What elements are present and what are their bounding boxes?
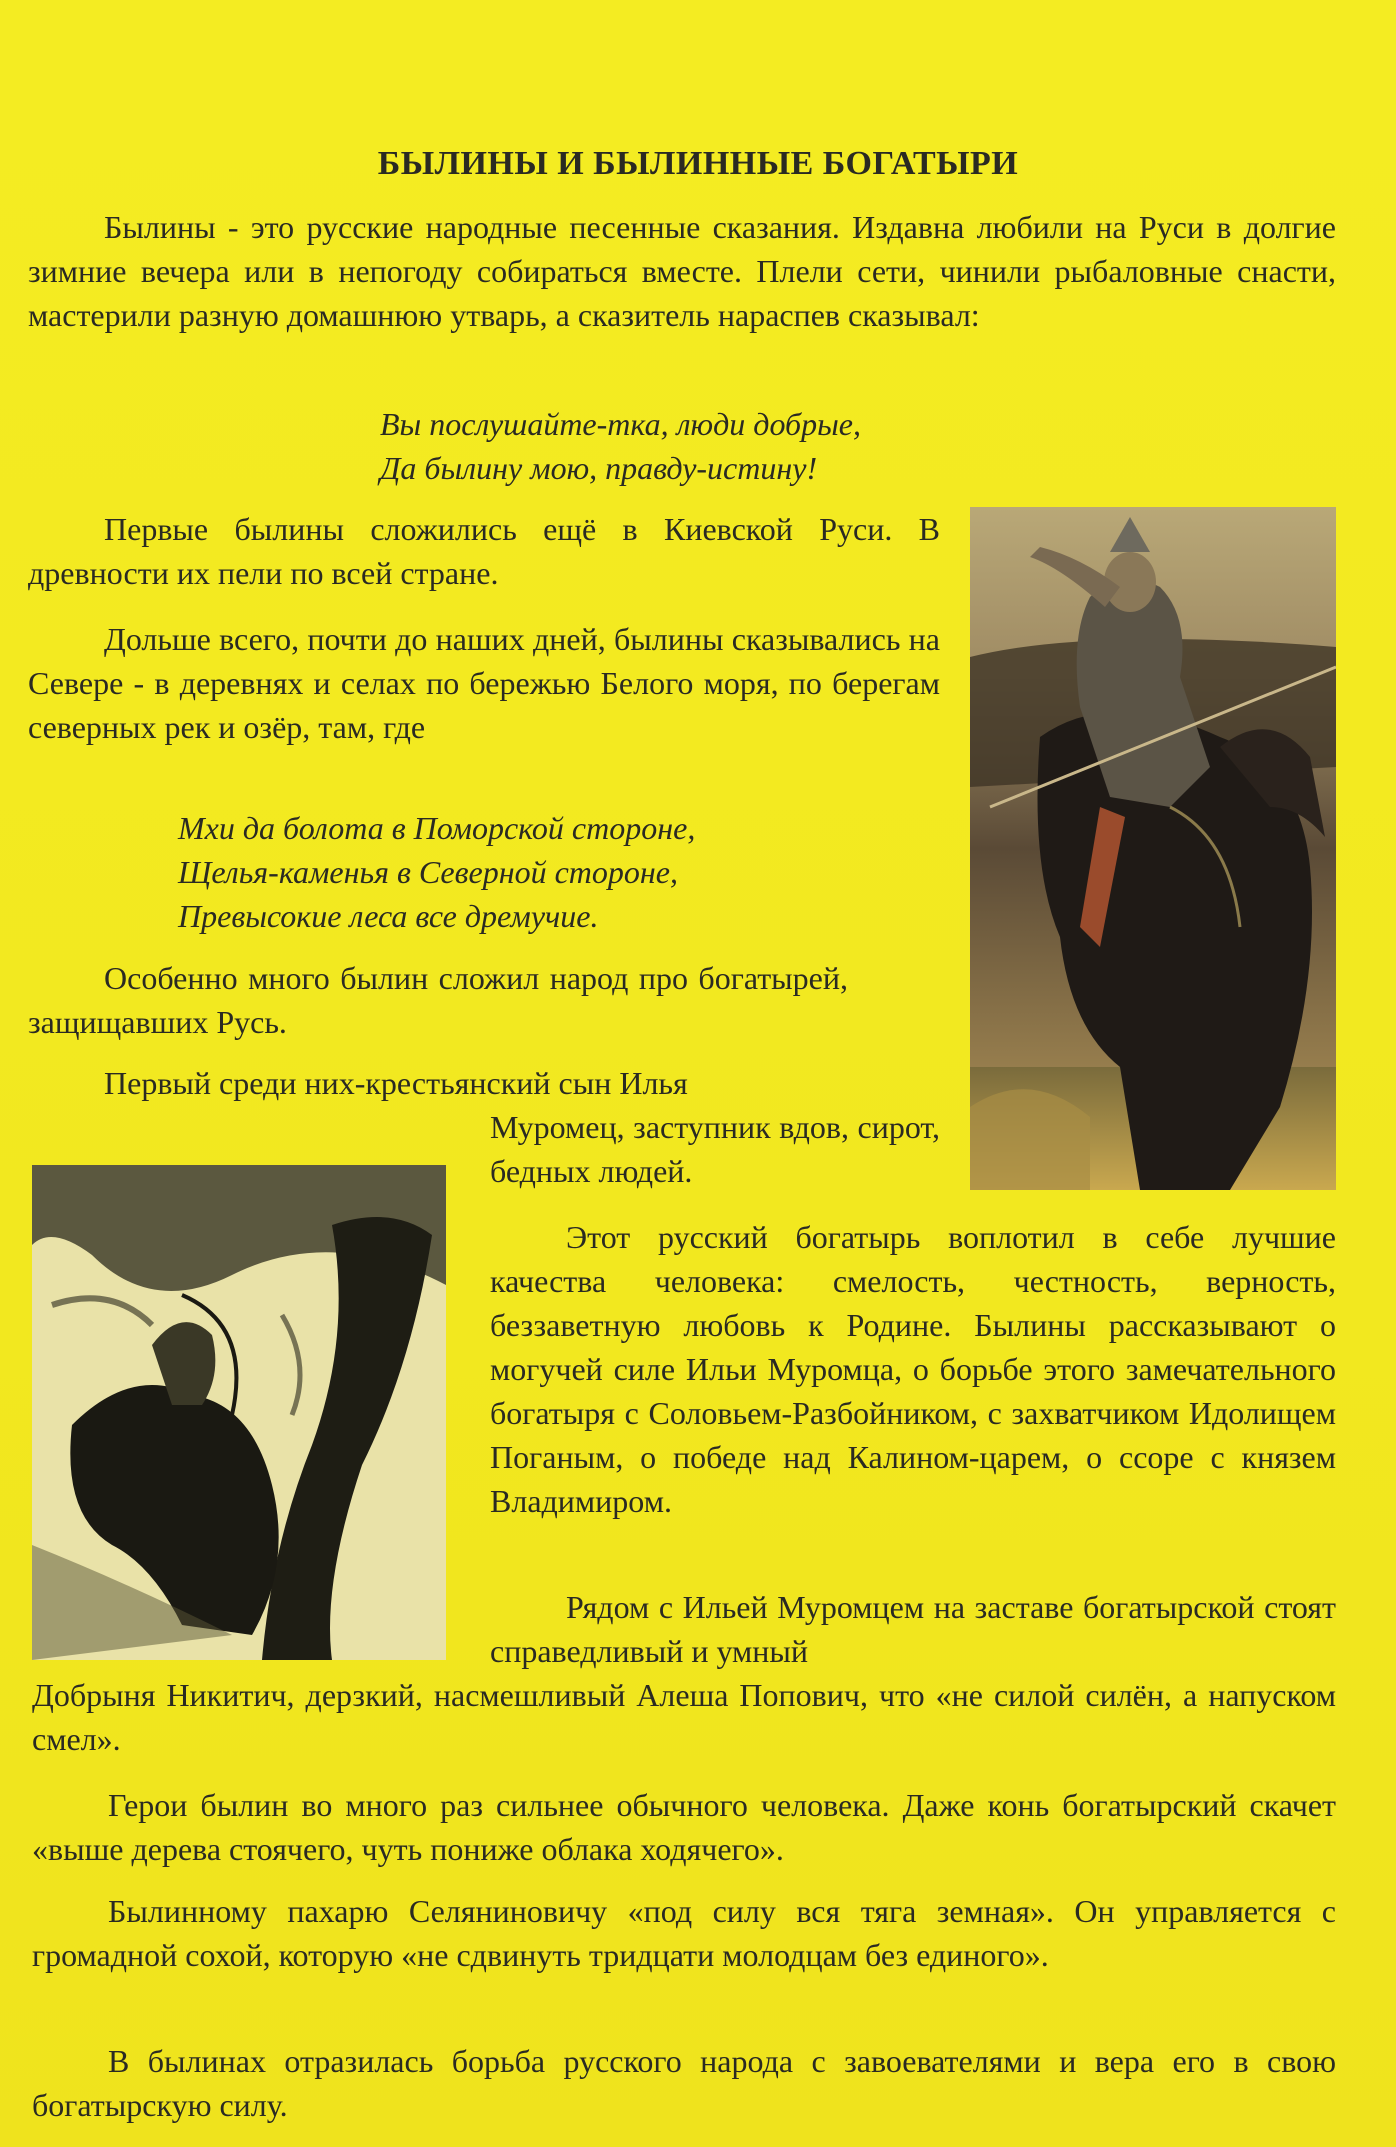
archer-engraving-image xyxy=(32,1165,446,1660)
paragraph-ilya-first: Первый среди них-крестьянский сын Илья xyxy=(104,1065,688,1101)
paragraph-struggle: В былинах отразилась борьба русского народа с завоевателями и вера его в свою богатырскую силу. xyxy=(32,2043,1336,2123)
paragraph-north: Дольше всего, почти до наших дней, былины сказывались на Севере - в деревнях и селах по бережью Белого моря, по берегам северных рек и озёр, там, где xyxy=(28,621,940,745)
verse-line: Превысокие леса все дремучие. xyxy=(178,898,599,934)
paragraph-ilya-qualities: Этот русский богатырь воплотил в себе лучшие качества человека: смелость, честность, верность, беззаветную любовь к Родине. Былины рассказывают о могучей силе Ильи Муромца, о борьбе этого замечательного богатыря с Соловьем-Разбойником, с захватчиком Идолищем Поганым, о победе над Калином-царем, о ссоре с князем Владимиром. xyxy=(490,1219,1336,1519)
verse-line: Да былину мою, правду-истину! xyxy=(380,450,818,486)
verse-line: Щелья-каменья в Северной стороне, xyxy=(178,854,678,890)
paragraph-kievan-rus: Первые былины сложились ещё в Киевской Руси. В древности их пели по всей стране. xyxy=(28,511,940,591)
paragraph-bogatyrs: Особенно много былин сложил народ про богатырей, защищавших Русь. xyxy=(28,960,848,1040)
verse-block-2 xyxy=(178,806,695,938)
paragraph-intro: Былины - это русские народные песенные сказания. Издавна любили на Руси в долгие зимние вечера или в непогоду собираться вместе. Плели сети, чинили рыбаловные снасти, мастерили разную домашнюю утварь, а сказитель нараспев сказывал: xyxy=(28,209,1336,333)
paragraph-heroes: Герои былин во много раз сильнее обычного человека. Даже конь богатырский скачет «выше дерева стоячего, чуть пониже облака ходячего». xyxy=(32,1787,1336,1867)
page-title: БЫЛИНЫ И БЫЛИННЫЕ БОГАТЫРИ xyxy=(377,145,1019,182)
verse-block-1 xyxy=(380,402,861,490)
verse-line: Вы послушайте-тка, люди добрые, xyxy=(380,406,861,442)
verse-line: Мхи да болота в Поморской стороне, xyxy=(178,810,696,846)
bogatyr-painting-image xyxy=(970,507,1336,1190)
paragraph-zastava: Рядом с Ильей Муромцем на заставе богатырской стоят справедливый и умный xyxy=(490,1589,1336,1669)
paragraph-ploughman: Былинному пахарю Селяниновичу «под силу вся тяга земная». Он управляется с громадной сохой, которую «не сдвинуть тридцати молодцам без единого». xyxy=(32,1893,1336,1973)
paragraph-ilya-cont: Муромец, заступник вдов, сирот, бедных людей. xyxy=(490,1109,940,1189)
paragraph-zastava-cont: Добрыня Никитич, дерзкий, насмешливый Алеша Попович, что «не силой силён, а напуском смел». xyxy=(32,1677,1336,1757)
